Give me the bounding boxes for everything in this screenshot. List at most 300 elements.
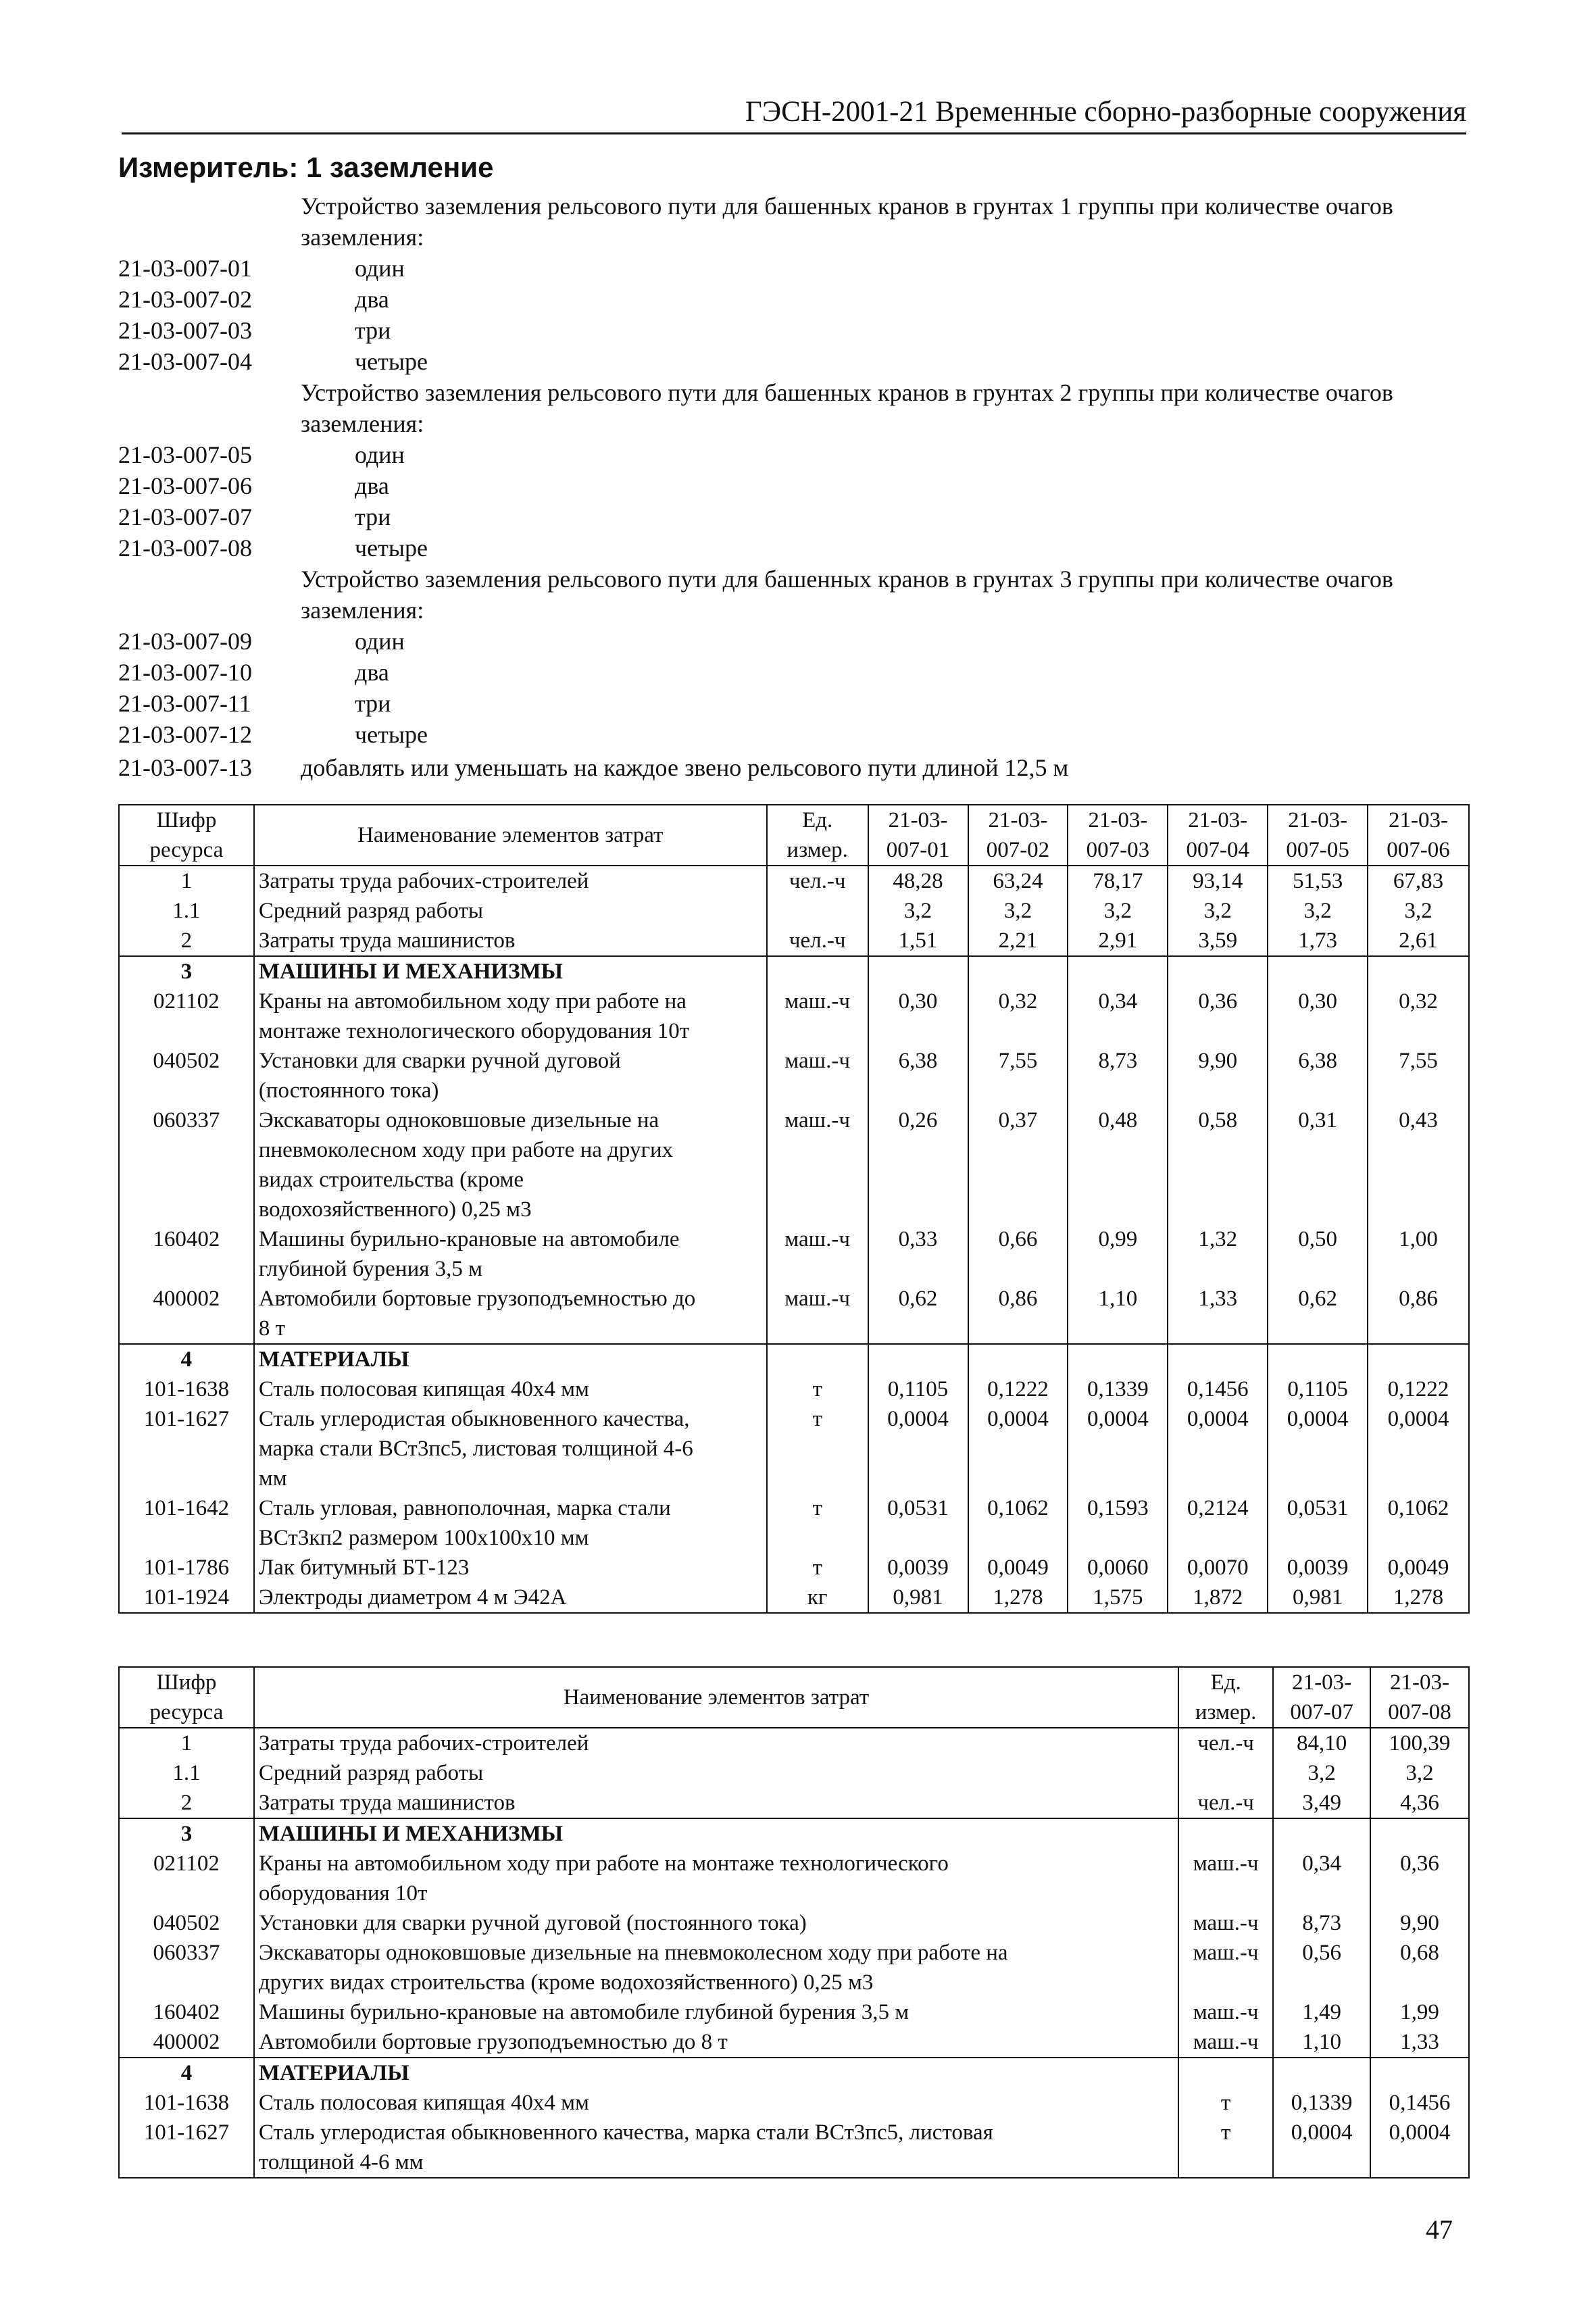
header-code-line: ресурса <box>149 1700 224 1724</box>
header-norm-code <box>1068 805 1168 866</box>
resource-name-line: Краны на автомобильном ходу при работе на монтаже технологического <box>258 1851 949 1876</box>
norm-value <box>1268 1344 1368 1374</box>
resource-code: 160402 <box>119 1997 254 2027</box>
norm-row <box>118 688 1470 719</box>
header-norm-code-line: 007-08 <box>1388 1700 1451 1724</box>
resource-unit: маш.-ч <box>767 987 868 1046</box>
norm-name: четыре <box>355 534 428 562</box>
header-norm-code-line: 007-06 <box>1387 838 1450 862</box>
norm-value: 3,2 <box>1268 896 1368 926</box>
norm-row <box>118 626 1470 657</box>
table-row <box>119 1404 1469 1493</box>
header-norm-code-line: 21-03- <box>888 808 948 832</box>
norm-value: 1,00 <box>1368 1224 1469 1284</box>
norm-value: 0,1456 <box>1370 2088 1469 2118</box>
norm-code: 21-03-007-01 <box>118 255 252 282</box>
resource-name-line: оборудования 10т <box>258 1881 428 1906</box>
resource-name-line: Сталь углеродистая обыкновенного качества, <box>258 1407 690 1431</box>
resource-unit: маш.-ч <box>767 1105 868 1224</box>
table-row <box>119 1728 1469 1758</box>
norm-value: 1,872 <box>1168 1583 1268 1613</box>
table-row <box>119 896 1469 926</box>
group-description-cont: заземления: <box>301 597 424 624</box>
table-row <box>119 1818 1469 1849</box>
page-number: 47 <box>1426 2214 1453 2245</box>
norm-value: 0,99 <box>1068 1224 1168 1284</box>
norm-value <box>1068 956 1168 987</box>
resource-name-line: Установки для сварки ручной дуговой <box>258 1049 621 1073</box>
norm-value: 1,32 <box>1168 1224 1268 1284</box>
norm-value: 0,0070 <box>1168 1553 1268 1583</box>
norm-value <box>868 956 968 987</box>
norm-row <box>118 315 1470 346</box>
header-unit-line: измер. <box>1195 1700 1257 1724</box>
norm-value: 3,49 <box>1273 1788 1370 1818</box>
norm-extra-text: добавлять или уменьшать на каждое звено рельсового пути длиной 12,5 м <box>301 754 1069 781</box>
header-code-line: ресурса <box>149 838 224 862</box>
norm-row <box>118 439 1470 470</box>
norm-row <box>118 501 1470 532</box>
norm-value <box>1370 2058 1469 2088</box>
resource-code: 400002 <box>119 1284 254 1344</box>
resource-name-line: Автомобили бортовые грузоподъемностью до 8 т <box>258 2030 728 2054</box>
resource-name <box>254 1728 1178 1758</box>
resource-name-line: водохозяйственного) 0,25 м3 <box>258 1197 532 1222</box>
norm-name: один <box>355 441 405 468</box>
norm-row <box>118 719 1470 750</box>
norm-row <box>118 532 1470 564</box>
norm-value: 0,66 <box>968 1224 1068 1284</box>
table-row <box>119 926 1469 956</box>
resource-name <box>254 956 767 987</box>
resource-name <box>254 896 767 926</box>
norm-row-extra <box>118 750 1470 785</box>
norm-value: 3,59 <box>1168 926 1268 956</box>
resource-unit: чел.-ч <box>767 866 868 896</box>
resource-name-line: Машины бурильно-крановые на автомобиле <box>258 1227 680 1251</box>
norm-value: 1,10 <box>1068 1284 1168 1344</box>
table-row <box>119 1583 1469 1613</box>
resource-name <box>254 926 767 956</box>
norm-value: 0,56 <box>1273 1938 1370 1997</box>
norm-value: 0,30 <box>1268 987 1368 1046</box>
group-description: Устройство заземления рельсового пути для башенных кранов в грунтах 1 группы при количестве очагов <box>301 193 1393 220</box>
table-row <box>119 1493 1469 1553</box>
header-code-line: Шифр <box>156 1670 217 1695</box>
resource-name <box>254 1404 767 1493</box>
resource-name <box>254 1344 767 1374</box>
resource-name-line: МАТЕРИАЛЫ <box>258 1347 409 1372</box>
resource-name <box>254 1493 767 1553</box>
norm-value: 0,36 <box>1168 987 1268 1046</box>
header-norm-code <box>1273 1667 1370 1728</box>
resource-unit <box>767 956 868 987</box>
norm-value: 93,14 <box>1168 866 1268 896</box>
norm-value: 67,83 <box>1368 866 1469 896</box>
resource-unit: маш.-ч <box>1178 1849 1273 1908</box>
resource-unit: маш.-ч <box>767 1284 868 1344</box>
norm-value: 0,0004 <box>868 1404 968 1493</box>
resource-name-line: 8 т <box>258 1316 285 1341</box>
page-header: ГЭСН-2001-21 Временные сборно-разборные сооружения <box>122 92 1466 134</box>
table-row <box>119 1788 1469 1818</box>
norm-value <box>968 1344 1068 1374</box>
resource-unit <box>767 1344 868 1374</box>
resource-name-line: Сталь углеродистая обыкновенного качества, марка стали ВСт3пс5, листовая <box>258 2120 993 2145</box>
norm-value: 0,1062 <box>968 1493 1068 1553</box>
norm-value: 0,0004 <box>1370 2118 1469 2178</box>
header-norm-code <box>1168 805 1268 866</box>
resource-code: 101-1638 <box>119 1374 254 1404</box>
norm-value <box>1168 956 1268 987</box>
resource-unit <box>1178 1758 1273 1788</box>
norm-name: два <box>355 659 389 686</box>
norm-name: четыре <box>355 721 428 748</box>
table-row <box>119 2088 1469 2118</box>
header-norm-code-line: 21-03- <box>1292 1670 1352 1695</box>
resource-name <box>254 1284 767 1344</box>
norm-value: 1,33 <box>1168 1284 1268 1344</box>
resource-name-line: ВСт3кп2 размером 100х100х10 мм <box>258 1526 589 1550</box>
resource-name <box>254 1997 1178 2027</box>
group-description: Устройство заземления рельсового пути для башенных кранов в грунтах 2 группы при количестве очагов <box>301 379 1393 406</box>
resource-name-line: Средний разряд работы <box>258 899 484 923</box>
norm-value: 0,0004 <box>1168 1404 1268 1493</box>
header-unit-line: Ед. <box>802 808 833 832</box>
header-code <box>119 1667 254 1728</box>
norm-value: 0,1105 <box>868 1374 968 1404</box>
resource-unit: т <box>1178 2088 1273 2118</box>
norm-value: 9,90 <box>1168 1046 1268 1105</box>
table-row <box>119 2118 1469 2178</box>
resource-code: 060337 <box>119 1105 254 1224</box>
header-norm-code-line: 007-05 <box>1286 838 1349 862</box>
resource-unit: чел.-ч <box>1178 1728 1273 1758</box>
header-norm-code <box>1368 805 1469 866</box>
norm-code: 21-03-007-02 <box>118 286 252 313</box>
resource-name-line: Сталь полосовая кипящая 40х4 мм <box>258 2091 589 2115</box>
norm-value: 0,981 <box>1268 1583 1368 1613</box>
norm-value: 0,0531 <box>1268 1493 1368 1553</box>
header-norm-code <box>1370 1667 1469 1728</box>
header-norm-code-line: 21-03- <box>1390 1670 1450 1695</box>
cost-table-2 <box>118 1666 1470 2179</box>
norm-value: 3,2 <box>1168 896 1268 926</box>
resource-code: 2 <box>119 926 254 956</box>
norm-value: 0,58 <box>1168 1105 1268 1224</box>
norm-value: 3,2 <box>1068 896 1168 926</box>
norm-value: 1,33 <box>1370 2027 1469 2058</box>
group-description: Устройство заземления рельсового пути для башенных кранов в грунтах 3 группы при количестве очагов <box>301 566 1393 593</box>
resource-unit: маш.-ч <box>1178 1997 1273 2027</box>
table-row <box>119 1758 1469 1788</box>
resource-code: 060337 <box>119 1938 254 1997</box>
resource-name <box>254 2027 1178 2058</box>
resource-unit: кг <box>767 1583 868 1613</box>
table-row <box>119 956 1469 987</box>
resource-name-line: Средний разряд работы <box>258 1761 484 1785</box>
norm-value: 48,28 <box>868 866 968 896</box>
header-norm-code-line: 21-03- <box>1188 808 1248 832</box>
resource-code: 3 <box>119 956 254 987</box>
resource-name <box>254 1046 767 1105</box>
norm-value: 1,51 <box>868 926 968 956</box>
norm-value: 0,1456 <box>1168 1374 1268 1404</box>
norm-code: 21-03-007-04 <box>118 348 252 375</box>
resource-name-line: Сталь угловая, равнополочная, марка стали <box>258 1496 671 1520</box>
norm-value: 100,39 <box>1370 1728 1469 1758</box>
norm-value <box>1368 1344 1469 1374</box>
resource-name <box>254 1849 1178 1908</box>
norm-value: 7,55 <box>968 1046 1068 1105</box>
resource-name-line: пневмоколесном ходу при работе на других <box>258 1138 674 1162</box>
norm-value: 7,55 <box>1368 1046 1469 1105</box>
resource-code: 101-1924 <box>119 1583 254 1613</box>
norm-code: 21-03-007-03 <box>118 317 252 344</box>
norm-value <box>1273 2058 1370 2088</box>
header-norm-code-line: 007-02 <box>986 838 1050 862</box>
norm-code: 21-03-007-08 <box>118 534 252 562</box>
norm-value: 1,278 <box>968 1583 1068 1613</box>
resource-name-line: толщиной 4-6 мм <box>258 2150 424 2174</box>
resource-unit: маш.-ч <box>767 1224 868 1284</box>
norm-value: 0,0004 <box>1068 1404 1168 1493</box>
norm-value: 0,0039 <box>868 1553 968 1583</box>
resource-code: 101-1642 <box>119 1493 254 1553</box>
norm-value <box>1273 1818 1370 1849</box>
resource-name <box>254 866 767 896</box>
norm-value: 0,1222 <box>968 1374 1068 1404</box>
norm-row <box>118 470 1470 501</box>
table-row <box>119 1046 1469 1105</box>
norm-value: 63,24 <box>968 866 1068 896</box>
norm-value <box>1268 956 1368 987</box>
table-row <box>119 1344 1469 1374</box>
norm-value: 51,53 <box>1268 866 1368 896</box>
resource-name <box>254 1818 1178 1849</box>
norm-value: 0,34 <box>1068 987 1168 1046</box>
norm-value: 1,49 <box>1273 1997 1370 2027</box>
norm-value: 0,62 <box>1268 1284 1368 1344</box>
norm-value: 0,32 <box>968 987 1068 1046</box>
norm-code: 21-03-007-11 <box>118 690 251 717</box>
norm-value: 0,1062 <box>1368 1493 1469 1553</box>
resource-unit: т <box>767 1404 868 1493</box>
norm-value: 0,86 <box>1368 1284 1469 1344</box>
table-row <box>119 2058 1469 2088</box>
norm-value: 84,10 <box>1273 1728 1370 1758</box>
resource-code: 1 <box>119 1728 254 1758</box>
norm-value: 1,99 <box>1370 1997 1469 2027</box>
resource-unit: т <box>767 1553 868 1583</box>
header-norm-code-line: 007-03 <box>1086 838 1150 862</box>
norm-code: 21-03-007-07 <box>118 503 252 530</box>
resource-code: 1.1 <box>119 896 254 926</box>
norm-value: 0,1339 <box>1273 2088 1370 2118</box>
norm-row <box>118 253 1470 284</box>
norm-value: 8,73 <box>1068 1046 1168 1105</box>
norm-value: 1,10 <box>1273 2027 1370 2058</box>
resource-unit: маш.-ч <box>1178 1938 1273 1997</box>
table-row <box>119 1553 1469 1583</box>
resource-name-line: МАШИНЫ И МЕХАНИЗМЫ <box>258 1822 564 1846</box>
norm-value <box>1368 956 1469 987</box>
norm-value <box>1068 1344 1168 1374</box>
norm-name: четыре <box>355 348 428 375</box>
resource-name-line: Машины бурильно-крановые на автомобиле глубиной бурения 3,5 м <box>258 2000 909 2024</box>
norm-value <box>1168 1344 1268 1374</box>
resource-name-line: Краны на автомобильном ходу при работе на <box>258 989 687 1014</box>
norm-value: 4,36 <box>1370 1788 1469 1818</box>
norm-code: 21-03-007-06 <box>118 472 252 499</box>
norm-value: 0,34 <box>1273 1849 1370 1908</box>
norm-value: 2,21 <box>968 926 1068 956</box>
norm-value: 0,33 <box>868 1224 968 1284</box>
resource-code: 3 <box>119 1818 254 1849</box>
header-norm-code <box>868 805 968 866</box>
norm-value: 0,36 <box>1370 1849 1469 1908</box>
norm-name: три <box>355 690 391 717</box>
norm-value: 0,0004 <box>1273 2118 1370 2178</box>
resource-name-line: МАТЕРИАЛЫ <box>258 2061 409 2085</box>
resource-code: 101-1627 <box>119 2118 254 2178</box>
norm-code: 21-03-007-05 <box>118 441 252 468</box>
header-code <box>119 805 254 866</box>
norm-value: 3,2 <box>868 896 968 926</box>
norm-value: 0,2124 <box>1168 1493 1268 1553</box>
resource-name-line: Экскаваторы одноковшовые дизельные на <box>258 1108 659 1132</box>
resource-name-line: глубиной бурения 3,5 м <box>258 1257 483 1281</box>
resource-name-line: Лак битумный БТ-123 <box>258 1555 470 1580</box>
table-header-row <box>119 1667 1469 1728</box>
resource-name <box>254 1758 1178 1788</box>
resource-name-line: видах строительства (кроме <box>258 1168 524 1192</box>
resource-name-line: Установки для сварки ручной дуговой (постоянного тока) <box>258 1911 807 1935</box>
group-description-cont: заземления: <box>301 224 424 251</box>
norm-value: 3,2 <box>1368 896 1469 926</box>
resource-name-line: монтаже технологического оборудования 10т <box>258 1019 690 1043</box>
resource-name <box>254 1553 767 1583</box>
norm-value: 0,981 <box>868 1583 968 1613</box>
norm-value: 3,2 <box>1370 1758 1469 1788</box>
norm-value: 2,61 <box>1368 926 1469 956</box>
resource-unit: т <box>767 1374 868 1404</box>
header-norm-code-line: 007-04 <box>1186 838 1249 862</box>
resource-unit <box>1178 2058 1273 2088</box>
resource-name <box>254 1224 767 1284</box>
norm-code: 21-03-007-12 <box>118 721 252 748</box>
header-code-line: Шифр <box>156 808 217 832</box>
resource-name-line: марка стали ВСт3пс5, листовая толщиной 4-6 <box>258 1437 693 1461</box>
resource-code: 400002 <box>119 2027 254 2058</box>
header-unit-line: измер. <box>787 838 848 862</box>
measure-title: Измеритель: 1 заземление <box>118 151 494 183</box>
norm-value: 0,0004 <box>968 1404 1068 1493</box>
resource-unit <box>1178 1818 1273 1849</box>
norm-value: 0,0049 <box>1368 1553 1469 1583</box>
norm-value: 0,30 <box>868 987 968 1046</box>
header-norm-code-line: 007-07 <box>1290 1700 1353 1724</box>
resource-name <box>254 2058 1178 2088</box>
norm-name: один <box>355 628 405 655</box>
norm-value <box>868 1344 968 1374</box>
resource-code: 021102 <box>119 1849 254 1908</box>
table-row <box>119 1374 1469 1404</box>
norm-value: 1,575 <box>1068 1583 1168 1613</box>
norm-value <box>1370 1818 1469 1849</box>
table-row <box>119 1997 1469 2027</box>
norm-name: три <box>355 503 391 530</box>
norm-code: 21-03-007-09 <box>118 628 252 655</box>
header-unit <box>767 805 868 866</box>
resource-name <box>254 1938 1178 1997</box>
resource-name-line: Сталь полосовая кипящая 40х4 мм <box>258 1377 589 1401</box>
table-row <box>119 1284 1469 1344</box>
norm-value: 0,0004 <box>1368 1404 1469 1493</box>
norm-value: 6,38 <box>868 1046 968 1105</box>
table-row <box>119 1938 1469 1997</box>
header-norm-code <box>1268 805 1368 866</box>
norm-list <box>118 191 1470 785</box>
header-norm-code-line: 21-03- <box>1088 808 1148 832</box>
norm-value: 0,68 <box>1370 1938 1469 1997</box>
norm-value: 0,1593 <box>1068 1493 1168 1553</box>
resource-code: 4 <box>119 1344 254 1374</box>
norm-value: 0,0049 <box>968 1553 1068 1583</box>
resource-unit <box>767 896 868 926</box>
norm-value: 3,2 <box>1273 1758 1370 1788</box>
table-row <box>119 866 1469 896</box>
resource-code: 021102 <box>119 987 254 1046</box>
norm-value: 0,48 <box>1068 1105 1168 1224</box>
norm-value: 78,17 <box>1068 866 1168 896</box>
norm-name: два <box>355 472 389 499</box>
resource-unit: маш.-ч <box>1178 2027 1273 2058</box>
norm-value: 1,73 <box>1268 926 1368 956</box>
norm-value: 0,1222 <box>1368 1374 1469 1404</box>
norm-value: 0,50 <box>1268 1224 1368 1284</box>
table-row <box>119 987 1469 1046</box>
resource-name <box>254 1374 767 1404</box>
resource-name <box>254 2088 1178 2118</box>
norm-value <box>968 956 1068 987</box>
resource-name-line: Электроды диаметром 4 м Э42А <box>258 1585 567 1610</box>
resource-code: 101-1638 <box>119 2088 254 2118</box>
resource-unit: т <box>767 1493 868 1553</box>
header-norm-code-line: 007-01 <box>886 838 950 862</box>
norm-value: 0,31 <box>1268 1105 1368 1224</box>
norm-value: 2,91 <box>1068 926 1168 956</box>
resource-code: 040502 <box>119 1908 254 1938</box>
header-norm-code-line: 21-03- <box>988 808 1048 832</box>
resource-unit: маш.-ч <box>1178 1908 1273 1938</box>
norm-name: один <box>355 255 405 282</box>
norm-value: 0,0039 <box>1268 1553 1368 1583</box>
resource-name-line: Затраты труда машинистов <box>258 928 516 953</box>
header-name: Наименование элементов затрат <box>254 805 767 866</box>
header-unit-line: Ед. <box>1210 1670 1241 1695</box>
resource-name <box>254 2118 1178 2178</box>
norm-value: 0,32 <box>1368 987 1469 1046</box>
resource-name <box>254 1583 767 1613</box>
norm-value: 0,37 <box>968 1105 1068 1224</box>
table-row <box>119 1908 1469 1938</box>
resource-code: 1 <box>119 866 254 896</box>
resource-name-line: мм <box>258 1466 287 1491</box>
resource-name <box>254 1788 1178 1818</box>
resource-code: 2 <box>119 1788 254 1818</box>
resource-code: 160402 <box>119 1224 254 1284</box>
